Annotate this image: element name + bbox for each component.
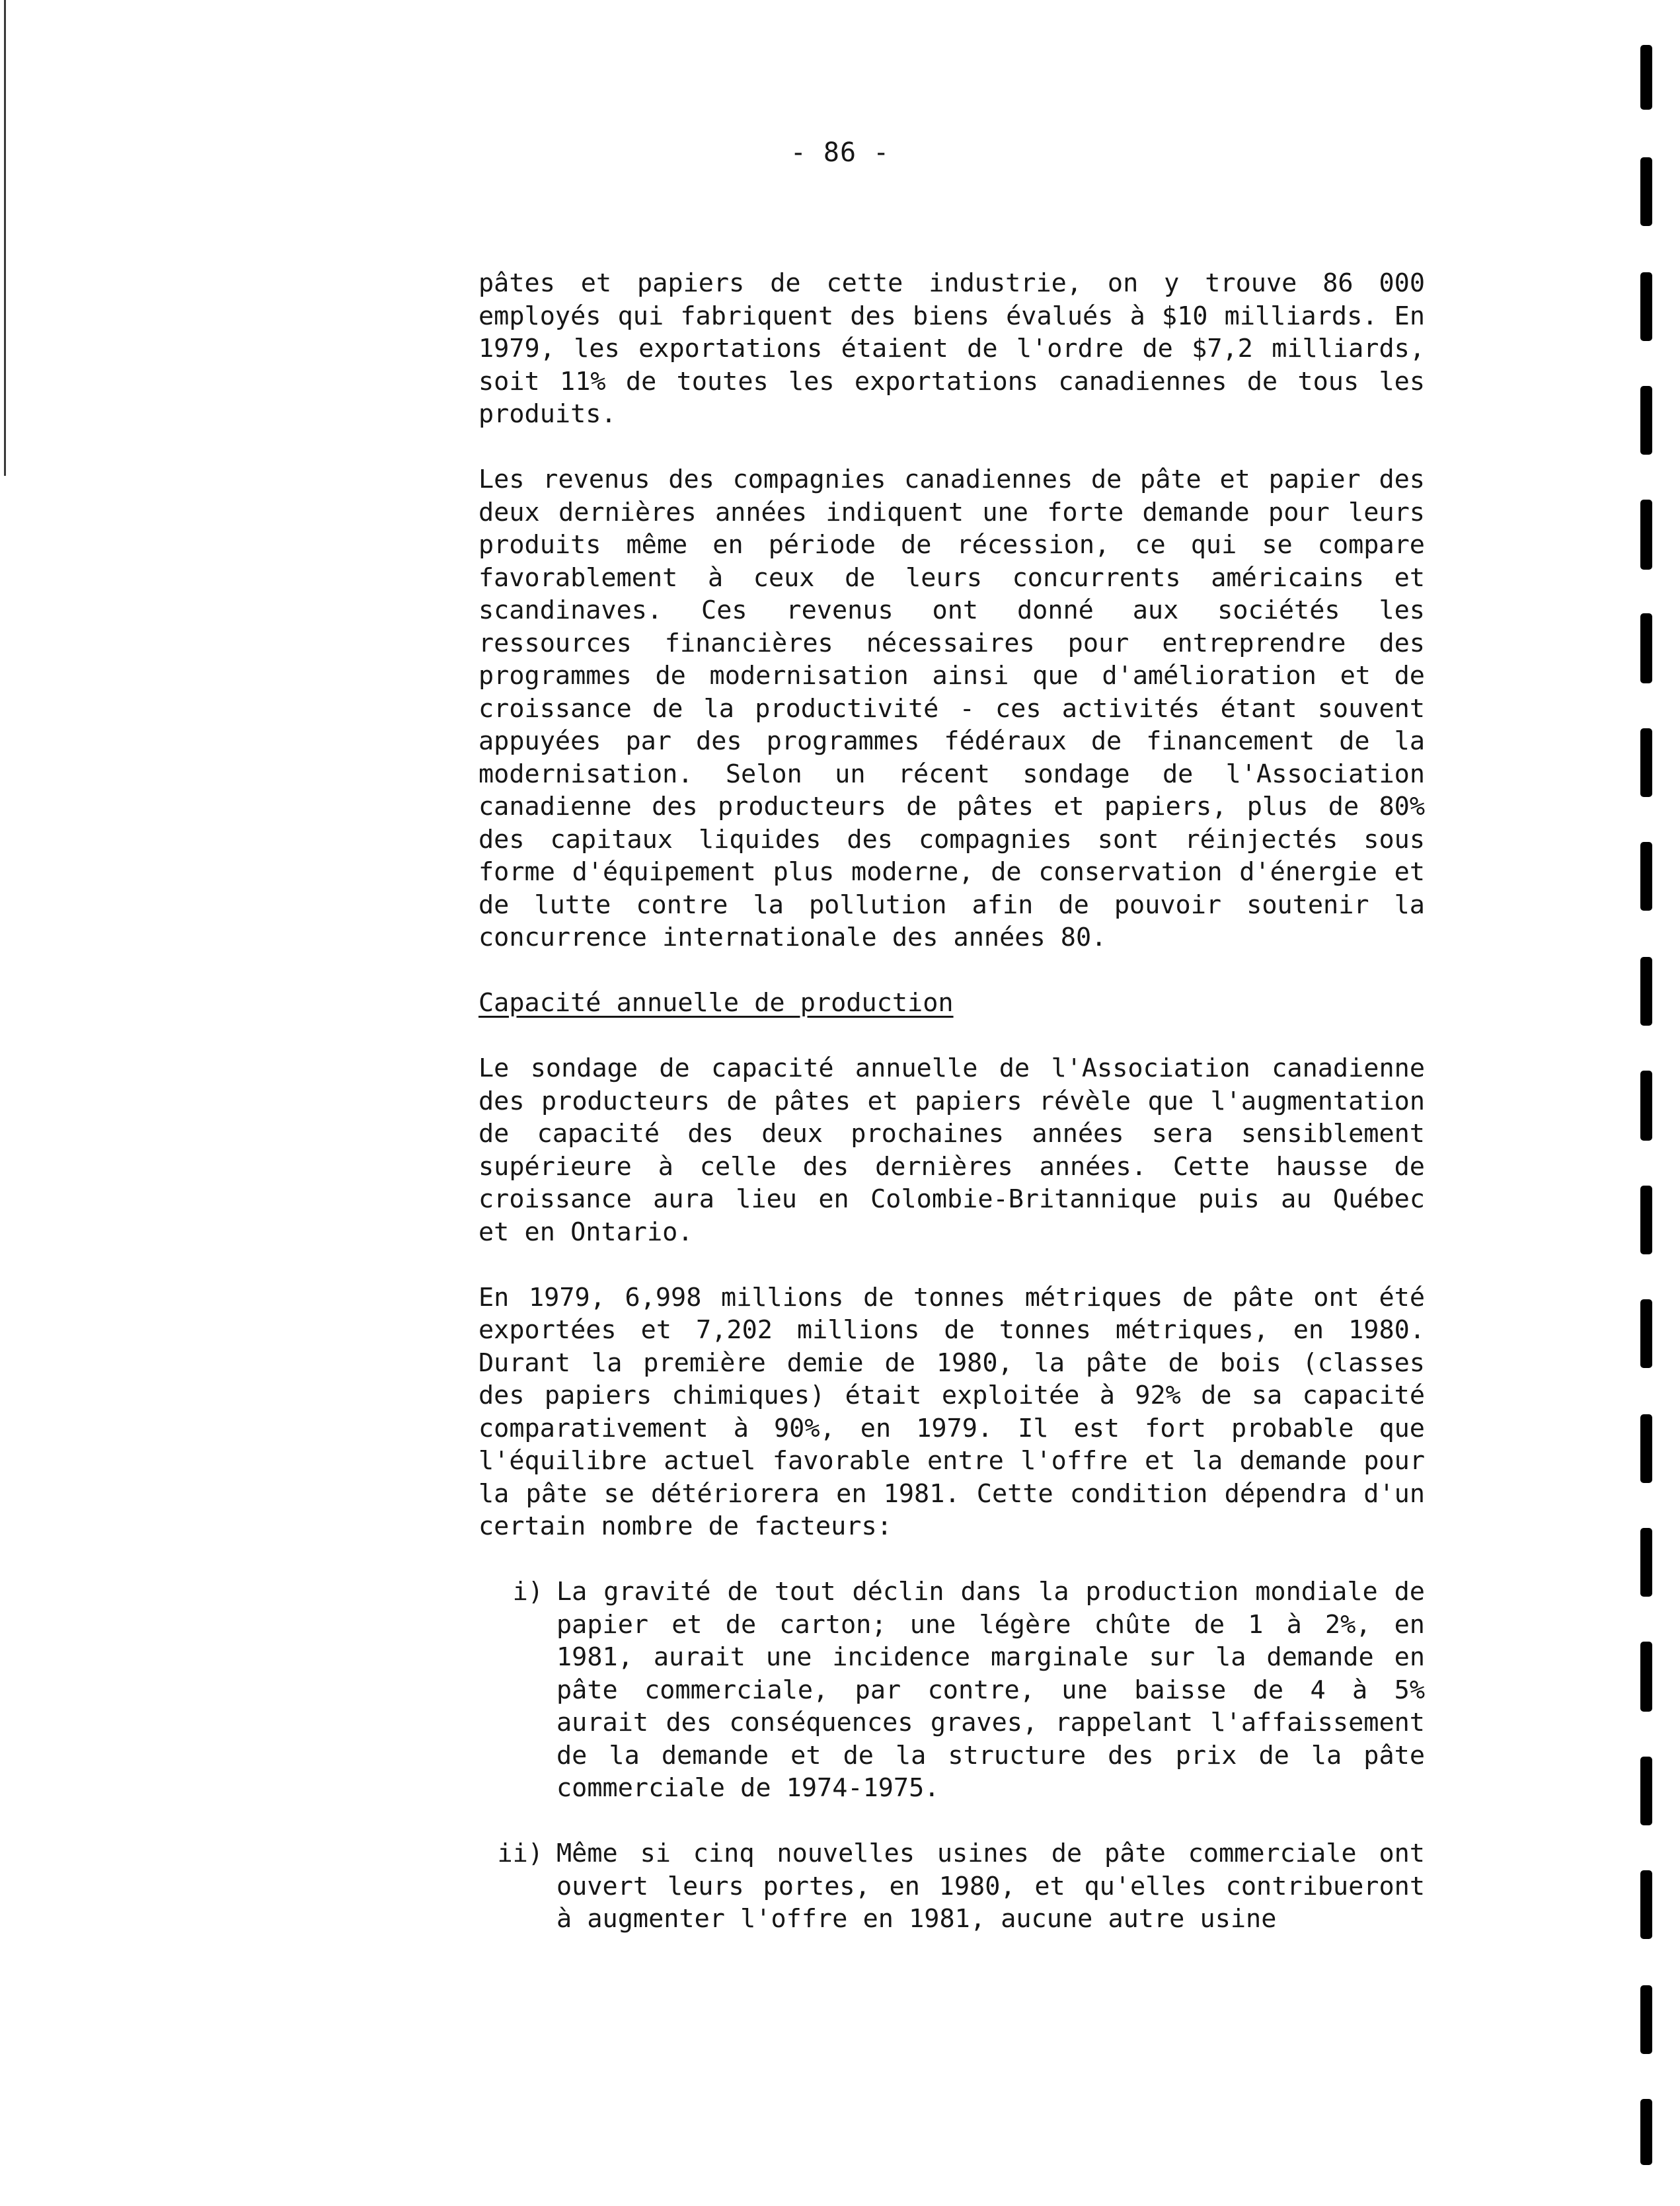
list-item-text: La gravité de tout déclin dans la production mondiale de papier et de carton; une légère chûte de 1 à 2%, en 1981, aurait une incidence marginale sur la demande en pâte commerciale, par contre, une baisse de 4 à 5% aurait des conséquences graves, rappelant l'affaissement de la demande et de la structure des prix de la pâte commerciale de 1974-1975. — [556, 1577, 1425, 1803]
binding-mark — [1640, 1071, 1652, 1141]
binding-mark — [1640, 1985, 1652, 2054]
list-item-text: Même si cinq nouvelles usines de pâte commerciale ont ouvert leurs portes, en 1980, et qu'elles contribueront à augmenter l'offre en 1981, aucune autre usine — [556, 1839, 1425, 1934]
binding-mark — [1640, 1186, 1652, 1254]
paragraph: Les revenus des compagnies canadiennes de pâte et papier des deux dernières années indiquent une forte demande pour leurs produits même en période de récession, ce qui se compare favorablement à ceux de leurs concurrents américains et scandinaves. Ces revenus ont donné aux sociétés les ressources financières nécessaires pour entreprendre des programmes de modernisation ainsi que d'amélioration et de croissance de la productivité - ces activités étant souvent appuyées par des programmes fédéraux de financement de la modernisation. Selon un récent sondage de l'Association canadienne des producteurs de pâtes et papiers, plus de 80% des capitaux liquides des compagnies sont réinjectés sous forme d'équipement plus moderne, de conservation d'énergie et de lutte contre la pollution afin de pouvoir soutenir la concurrence internationale des années 80. — [478, 465, 1425, 952]
binding-mark — [1640, 1299, 1652, 1368]
binding-mark — [1640, 386, 1652, 455]
binding-mark — [1640, 1528, 1652, 1597]
binding-marks — [1640, 0, 1660, 2206]
binding-mark — [1640, 613, 1652, 683]
binding-mark — [1640, 500, 1652, 570]
list-item — [478, 1576, 1425, 1805]
binding-mark — [1640, 157, 1652, 226]
binding-mark — [1640, 1642, 1652, 1712]
paragraph: pâtes et papiers de cette industrie, on y trouve 86 000 employés qui fabriquent des biens évalués à $10 milliards. En 1979, les exportations étaient de l'ordre de $7,2 milliards, soit 11% de toutes les exportations canadiennes de tous les produits. — [478, 268, 1425, 429]
paragraph: En 1979, 6,998 millions de tonnes métriques de pâte ont été exportées et 7,202 millions de tonnes métriques, en 1980. Durant la première demie de 1980, la pâte de bois (classes des papiers chimiques) était exploitée à 92% de sa capacité comparativement à 90%, en 1979. Il est fort probable que l'équilibre actuel favorable entre l'offre et la demande pour la pâte se détériorera en 1981. Cette condition dépendra d'un certain nombre de facteurs: — [478, 1282, 1425, 1541]
binding-mark — [1640, 728, 1652, 797]
page-number: - 86 - — [790, 137, 890, 168]
binding-mark — [1640, 1870, 1652, 1939]
section-heading: Capacité annuelle de production — [478, 988, 954, 1018]
binding-mark — [1640, 45, 1652, 110]
list-item — [478, 1837, 1425, 1936]
paragraph: Le sondage de capacité annuelle de l'Association canadienne des producteurs de pâtes et papiers révèle que l'augmentation de capacité des deux prochaines années sera sensiblement supérieure à celle des dernières années. Cette hausse de croissance aura lieu en Colombie-Britannique puis au Québec et en Ontario. — [478, 1053, 1425, 1247]
binding-mark — [1640, 842, 1652, 911]
binding-mark — [1640, 2099, 1652, 2165]
binding-mark — [1640, 1414, 1652, 1483]
list-item-number: ii) — [497, 1839, 543, 1868]
scanned-page-edge — [4, 0, 6, 476]
binding-mark — [1640, 957, 1652, 1026]
document-body — [478, 267, 1425, 1968]
list-item-number: i) — [512, 1577, 543, 1607]
binding-mark — [1640, 1757, 1652, 1825]
binding-mark — [1640, 272, 1652, 341]
